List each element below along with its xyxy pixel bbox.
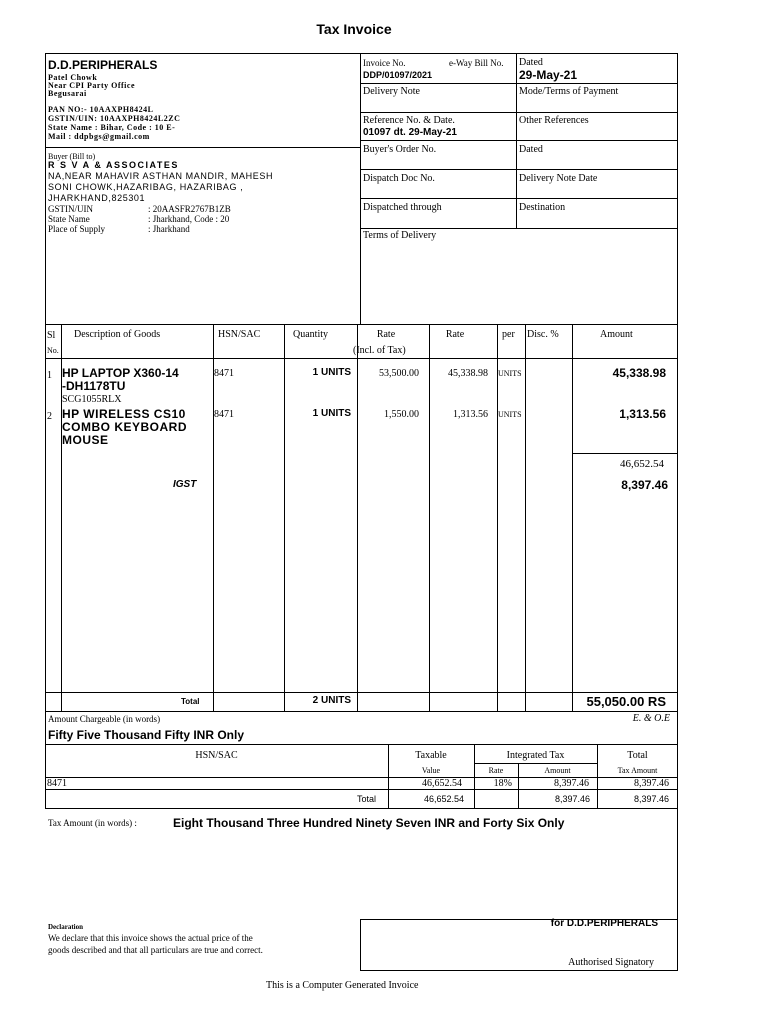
declaration-label: Declaration [48, 923, 83, 931]
footer-note: This is a Computer Generated Invoice [266, 980, 419, 991]
buyer-name: R S V A & ASSOCIATES [48, 160, 179, 170]
item-description: HP LAPTOP X360-14 [62, 366, 179, 380]
authorised-signatory: Authorised Signatory [568, 957, 654, 968]
tax-row-taxable: 46,652.54 [422, 778, 462, 789]
item-per: UNITS [498, 410, 522, 419]
invoice-title: Tax Invoice [316, 21, 392, 37]
item-rate: 1,313.56 [453, 409, 488, 420]
dated-label: Dated [519, 57, 543, 68]
buyer-state-label: State Name [48, 214, 90, 224]
tax-in-words: Eight Thousand Three Hundred Ninety Seven INR and Forty Six Only [173, 816, 565, 830]
delivery-note-date-label: Delivery Note Date [519, 173, 598, 184]
tax-total-amount: 8,397.46 [554, 794, 590, 804]
tax-words-label: Tax Amount (in words) : [48, 818, 137, 828]
buyer-address-2: SONI CHOWK,HAZARIBAG, HAZARIBAG , [48, 182, 244, 192]
invoice-no-label: Invoice No. [363, 58, 406, 68]
item-sl: 1 [47, 370, 52, 381]
seller-address-2: Near CPI Party Office [48, 81, 135, 90]
tax-total-taxable: 46,652.54 [423, 794, 464, 804]
dispatch-doc-label: Dispatch Doc No. [363, 173, 435, 184]
declaration-line-2: goods described and that all particulars are true and correct. [48, 945, 263, 955]
igst-amount: 8,397.46 [621, 478, 668, 492]
reference-value: 01097 dt. 29-May-21 [363, 127, 457, 138]
item-hsn: 8471 [214, 368, 234, 379]
col-no: No. [47, 346, 59, 355]
declaration-line-1: We declare that this invoice shows the actual price of the [48, 933, 253, 943]
item-quantity: 1 UNITS [312, 408, 351, 419]
buyer-gstin-label: GSTIN/UIN [48, 204, 93, 214]
col-rate: Rate [445, 329, 465, 340]
item-description-2: -DH1178TU [62, 379, 126, 393]
tax-amount-header: Amount [544, 766, 571, 775]
col-sl: Sl [47, 330, 56, 341]
col-description: Description of Goods [74, 329, 161, 340]
seller-address-1: Patel Chowk [48, 73, 98, 82]
seller-pan: PAN NO:- 10AAXPH8424L [48, 105, 154, 114]
col-rate-incl-sub: (Incl. of Tax) [353, 345, 406, 356]
total-amount: 55,050.00 RS [586, 694, 666, 709]
item-rate-incl: 53,500.00 [379, 368, 419, 379]
col-hsn: HSN/SAC [218, 329, 261, 340]
subtotal: 46,652.54 [620, 458, 664, 470]
tax-row-rate: 18% [493, 778, 512, 789]
for-company: for D.D.PERIPHERALS [550, 918, 658, 929]
seller-address-3: Begusarai [48, 89, 87, 98]
seller-name: D.D.PERIPHERALS [48, 58, 158, 72]
item-per: UNITS [498, 369, 522, 378]
item-amount: 45,338.98 [612, 366, 666, 380]
tax-taxable-header: Taxable [415, 750, 447, 761]
tax-row-hsn: 8471 [47, 778, 67, 789]
buyer-state: : Jharkhand, Code : 20 [148, 214, 230, 224]
tax-integrated-header: Integrated Tax [506, 750, 565, 761]
item-description-2: COMBO KEYBOARD [62, 420, 188, 434]
mode-terms-label: Mode/Terms of Payment [519, 86, 619, 97]
col-amount: Amount [600, 329, 633, 340]
eway-bill-label: e-Way Bill No. [449, 58, 504, 68]
amount-in-words: Fifty Five Thousand Fifty INR Only [48, 728, 245, 742]
igst-label: IGST [173, 479, 197, 490]
invoice-no: DDP/01097/2021 [363, 70, 433, 80]
buyers-order-dated-label: Dated [519, 144, 543, 155]
item-quantity: 1 UNITS [312, 367, 351, 378]
tax-value-header: Value [421, 766, 441, 775]
tax-row-total: 8,397.46 [634, 778, 669, 789]
tax-total-label: Total [357, 794, 377, 804]
item-description-3: MOUSE [62, 433, 109, 447]
buyer-label: Buyer (Bill to) [48, 152, 96, 161]
tax-total-header: Total [627, 750, 648, 761]
item-serial: SCG1055RLX [62, 394, 122, 405]
dispatched-through-label: Dispatched through [363, 202, 442, 213]
col-quantity: Quantity [293, 329, 328, 340]
place-of-supply: : Jharkhand [148, 224, 190, 234]
total-label: Total [181, 697, 200, 706]
item-amount: 1,313.56 [619, 407, 666, 421]
delivery-note-label: Delivery Note [363, 86, 420, 97]
tax-row-amount: 8,397.46 [554, 778, 589, 789]
other-references-label: Other References [519, 115, 589, 126]
item-hsn: 8471 [214, 409, 234, 420]
seller-state: State Name : Bihar, Code : 10 E- [48, 123, 176, 132]
reference-label: Reference No. & Date. [363, 115, 455, 126]
tax-total-total: 8,397.46 [633, 794, 669, 804]
place-of-supply-label: Place of Supply [48, 224, 105, 234]
terms-of-delivery-label: Terms of Delivery [363, 230, 437, 241]
invoice-date: 29-May-21 [519, 68, 578, 82]
tax-hsn-header: HSN/SAC [195, 750, 238, 761]
tax-rate-header: Rate [488, 766, 504, 775]
item-sl: 2 [47, 411, 52, 422]
item-rate-incl: 1,550.00 [384, 409, 419, 420]
item-rate: 45,338.98 [448, 368, 488, 379]
total-quantity: 2 UNITS [312, 695, 351, 706]
col-per: per [502, 329, 515, 340]
eoe: E. & O.E [632, 713, 670, 724]
buyer-address-1: NA,NEAR MAHAVIR ASTHAN MANDIR, MAHESH [48, 171, 274, 181]
amount-words-label: Amount Chargeable (in words) [48, 714, 161, 724]
buyer-gstin: : 20AASFR2767B1ZB [148, 204, 231, 214]
col-disc: Disc. % [527, 329, 559, 340]
item-description: HP WIRELESS CS10 [62, 407, 186, 421]
seller-gstin: GSTIN/UIN: 10AAXPH8424L2ZC [48, 114, 181, 123]
tax-total-amount-header: Tax Amount [617, 766, 658, 775]
col-rate-incl: Rate [376, 329, 396, 340]
buyers-order-label: Buyer's Order No. [363, 144, 437, 155]
seller-email: Mail : ddpbgs@gmail.com [48, 132, 150, 141]
buyer-address-3: JHARKHAND,825301 [48, 193, 146, 203]
destination-label: Destination [519, 202, 566, 213]
